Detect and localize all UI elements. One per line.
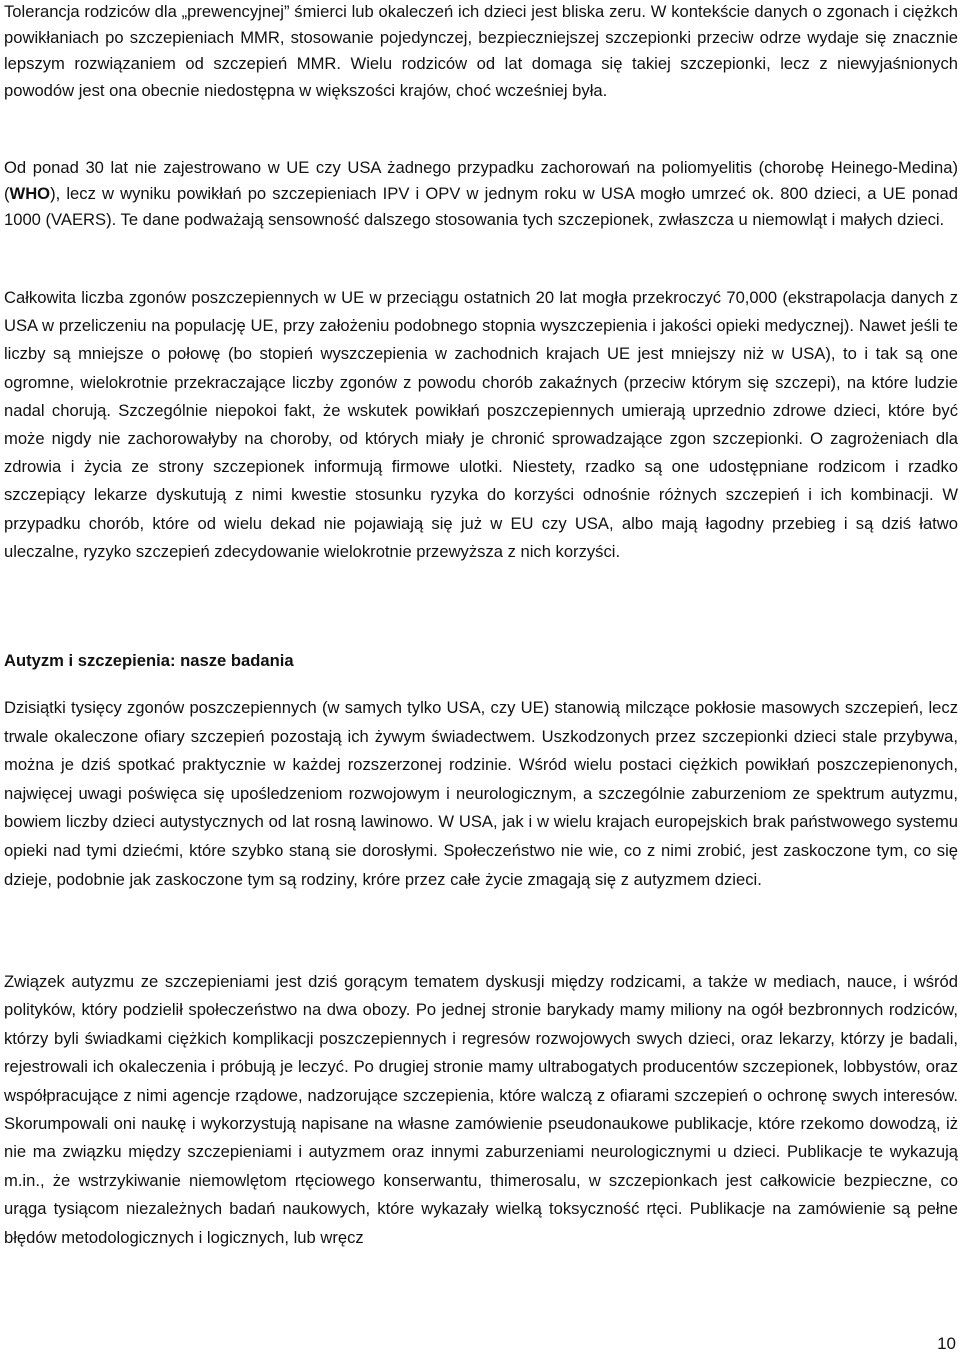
- paragraph-autism-debate: Związek autyzmu ze szczepieniami jest dziś gorącym tematem dyskusji między rodzicami, a także w mediach, nauce, i wśród polityków, który podzielił społeczeństwo na dwa obozy. Po jednej stronie barykady mamy miliony na ogół bezbronnych rodziców, którzy byli świadkami ciężkich komplikacji poszczepiennych i regresów rozwojowych swych dzieci, oraz lekarzy, którzy je badali, rejestrowali ich okaleczenia i próbują je leczyć. Po drugiej stronie mamy ultrabogatych producentów szczepionek, lobbystów, oraz współpracujące z nimi agencje rządowe, nadzorujące szczepienia, które walczą z ofiarami szczepień o ochronę swych interesów. Skorumpowali oni naukę i wykorzystują napisane na własne zamówienie pseudonaukowe publikacje, które rzekomo dowodzą, iż nie ma związku między szczepieniami i autyzmem oraz innymi zaburzeniami neurologicznymi u dzieci. Publikacje te wykazują m.in., że wstrzykiwanie niemowlętom rtęciowego konserwantu, thimerosalu, w szczepionkach jest całkowicie bezpieczne, co urąga tysiącom niezależnych badań naukowych, które wykazały wielką toksyczność rtęci. Publikacje na zamówienie są pełne błędów metodologicznych i logicznych, lub wręcz: [4, 972, 958, 1247]
- paragraph-polio: [4, 155, 958, 234]
- polio-text-after: ), lecz w wyniku powikłań po szczepieniach IPV i OPV w jednym roku w USA mogło umrzeć ok. 800 dzieci, a UE ponad 1000 (VAERS). Te dane podważają sensowność dalszego stosowania tych szczepionek, zwłaszcza u niemowląt i małych dzieci.: [4, 184, 958, 230]
- who-emphasis: WHO: [9, 184, 51, 204]
- paragraph-mmr: Tolerancja rodziców dla „prewencyjnej” śmierci lub okaleczeń ich dzieci jest bliska zeru. W kontekście danych o zgonach i ciężkch powikłaniach po szczepieniach MMR, stosowanie pojedynczej, bezpieczniejszej szczepionki przeciw odrze wydaje się znacznie lepszym rozwiązaniem od szczepień MMR. Wielu rodziców od lat domaga się takiej szczepionki, lecz z niewyjaśnionych powodów jest ona obecnie niedostępna w większości krajów, choć wcześniej była.: [4, 2, 958, 100]
- paragraph-total-deaths: Całkowita liczba zgonów poszczepiennych w UE w przeciągu ostatnich 20 lat mogła przekroczyć 70,000 (ekstrapolacja danych z USA w przeliczeniu na populację UE, przy założeniu podobnego stopnia wyszczepienia i jakości opieki medycznej). Nawet jeśli te liczby są mniejsze o połowę (bo stopień wyszczepienia w zachodnich krajach UE jest mniejszy niż w USA), to i tak są one ogromne, wielokrotnie przekraczające liczby zgonów z powodu chorób zakaźnych (przeciw którym się szczepi), na które ludzie nadal chorują. Szczególnie niepokoi fakt, że wskutek powikłań poszczepiennych umierają uprzednio zdrowe dzieci, które być może nigdy nie zachorowałyby na choroby, od których miały je chronić sprowadzające zgon szczepionki. O zagrożeniach dla zdrowia i życia ze strony szczepionek informują firmowe ulotki. Niestety, rzadko są one udostępniane rodzicom i rzadko szczepiący lekarze dyskutują z nimi kwestie stosunku ryzyka do korzyści odnośnie różnych szczepień i ich kombinacji. W przypadku chorób, które od wielu dekad nie pojawiają się już w EU czy USA, albo mają łagodny przebieg i są dziś łatwo uleczalne, ryzyko szczepień zdecydowanie wielokrotnie przewyższa z nich korzyści.: [4, 288, 958, 561]
- paragraph-autism-injuries: Dzisiątki tysięcy zgonów poszczepiennych (w samych tylko USA, czy UE) stanowią milczące pokłosie masowych szczepień, lecz trwale okaleczone ofiary szczepień pozostają ich żywym świadectwem. Uszkodzonych przez szczepionki dzieci stale przybywa, można je dziś spotkać praktycznie w każdej rozszerzonej rodzinie. Wśród wielu postaci ciężkich powikłań poszczepienonych, najwięcej uwagi poświęca się upośledzeniom rozwojowym i neurologicznym, a szczególnie zaburzeniom ze spektrum autyzmu, bowiem liczby dzieci autystycznych od lat rosną lawinowo. W USA, jak i w wielu krajach europejskich brak państwowego systemu opieki nad tymi dziećmi, które szybko staną sie dorosłymi. Społeczeństwo nie wie, co z nimi zrobić, jest zaskoczone tym, co się dzieje, podobnie jak zaskoczone tym są rodziny, króre przez całe życie zmagają się z autyzmem dzieci.: [4, 698, 958, 889]
- polio-text-before: Od ponad 30 lat nie zajestrowano w UE czy USA żadnego przypadku zachorowań na poliomyelitis (chorobę Heinego-Medina) (: [4, 158, 958, 204]
- section-heading: Autyzm i szczepienia: nasze badania: [4, 651, 294, 670]
- page-number: 10: [937, 1334, 956, 1353]
